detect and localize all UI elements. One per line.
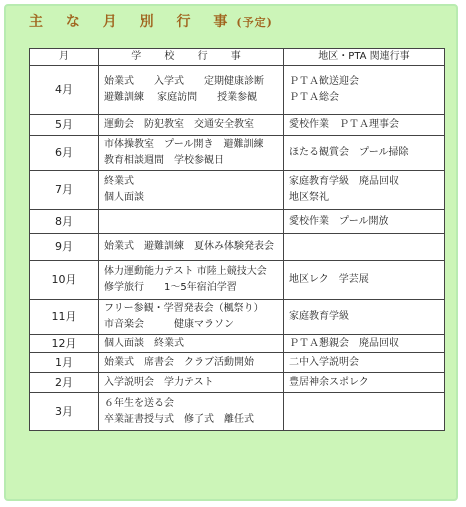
school-events-cell: [99, 300, 284, 335]
area-event-line: ＰＴＡ歓送迎会: [289, 76, 359, 87]
area-event-line: 愛校作業 ＰＴＡ理事会: [289, 119, 399, 130]
school-event-line: 体力運動能力テスト 市陸上競技大会: [104, 266, 267, 277]
month-cell: 12月: [30, 335, 99, 353]
table-row: [30, 210, 445, 234]
month-cell: 7月: [30, 171, 99, 210]
table-row: [30, 373, 445, 393]
header-school: 学 校 行 事: [99, 49, 284, 66]
school-events-cell: [99, 335, 284, 353]
header-area: 地区・PTA 関連行事: [284, 49, 445, 66]
table-row: [30, 261, 445, 300]
school-event-line: 市体操教室 プール開き 避難訓練: [104, 139, 264, 150]
school-events-cell: [99, 373, 284, 393]
area-event-line: 愛校作業 プール開放: [289, 215, 389, 227]
school-event-line: 市音楽会 健康マラソン: [104, 319, 234, 330]
area-events-cell: [284, 353, 445, 373]
area-events-cell: [284, 373, 445, 393]
area-event-line: ＰＴＡ懇親会 廃品回収: [289, 337, 399, 349]
school-event-line: 卒業証書授与式 修了式 離任式: [104, 413, 254, 425]
school-events-cell: [99, 115, 284, 136]
table-row: [30, 171, 445, 210]
school-event-line: 終業式: [104, 176, 134, 187]
area-events-cell: [284, 66, 445, 115]
area-event-line: 二中入学説明会: [289, 356, 359, 368]
area-events-cell: [284, 234, 445, 261]
area-events-cell: [284, 171, 445, 210]
table-row: [30, 353, 445, 373]
school-event-line: 教育相談週間 学校参観日: [104, 155, 224, 166]
title-main: 主 な 月 別 行 事: [29, 14, 237, 30]
area-event-line: ＰＴＡ総会: [289, 92, 339, 103]
school-event-line: 運動会 防犯教室 交通安全教室: [104, 119, 254, 130]
area-events-cell: [284, 393, 445, 431]
school-events-cell: [99, 210, 284, 234]
table-row: [30, 66, 445, 115]
table-row: [30, 300, 445, 335]
school-event-line: 個人面談: [104, 192, 144, 203]
area-event-line: 豊居神余スポレク: [289, 376, 369, 388]
month-cell: 6月: [30, 136, 99, 171]
area-events-cell: [284, 136, 445, 171]
school-events-cell: [99, 234, 284, 261]
table-row: [30, 115, 445, 136]
month-cell: 5月: [30, 115, 99, 136]
school-event-line: 個人面談 終業式: [104, 337, 184, 349]
school-event-line: ６年生を送る会: [104, 397, 174, 409]
school-event-line: 始業式 避難訓練 夏休み体験発表会: [104, 241, 274, 252]
page-title: [29, 11, 273, 31]
school-event-line: 修学旅行 1～5年宿泊学習: [104, 282, 237, 293]
area-event-line: ほたる観賞会 プール掃除: [289, 147, 409, 158]
title-note: (予定): [236, 16, 273, 29]
school-event-line: 始業式 入学式 定期健康診断: [104, 76, 264, 87]
school-events-cell: [99, 66, 284, 115]
table-row: [30, 234, 445, 261]
area-event-line: 家庭教育学級: [289, 311, 349, 322]
area-event-line: 地区祭礼: [289, 192, 329, 203]
area-events-cell: [284, 300, 445, 335]
month-cell: 1月: [30, 353, 99, 373]
header-month: 月: [30, 49, 99, 66]
table-row: [30, 393, 445, 431]
month-cell: 3月: [30, 393, 99, 431]
area-events-cell: [284, 261, 445, 300]
table-header-row: [30, 49, 445, 66]
school-events-cell: [99, 261, 284, 300]
area-events-cell: [284, 115, 445, 136]
school-event-line: フリー参観・学習発表会（楓祭り）: [104, 303, 264, 314]
month-cell: 10月: [30, 261, 99, 300]
school-event-line: 始業式 席書会 クラブ活動開始: [104, 356, 254, 368]
school-events-cell: [99, 171, 284, 210]
month-cell: 4月: [30, 66, 99, 115]
school-events-cell: [99, 393, 284, 431]
month-cell: 9月: [30, 234, 99, 261]
school-event-line: 入学説明会 学力テスト: [104, 376, 214, 388]
school-event-line: 避難訓練 家庭訪問 授業参観: [104, 92, 258, 103]
month-cell: 8月: [30, 210, 99, 234]
events-table: [29, 48, 445, 431]
month-cell: 2月: [30, 373, 99, 393]
area-event-line: 家庭教育学級 廃品回収: [289, 176, 399, 187]
area-event-line: 地区レク 学芸展: [289, 274, 369, 285]
month-cell: 11月: [30, 300, 99, 335]
school-events-cell: [99, 136, 284, 171]
area-events-cell: [284, 210, 445, 234]
school-events-cell: [99, 353, 284, 373]
table-row: [30, 136, 445, 171]
table-row: [30, 335, 445, 353]
area-events-cell: [284, 335, 445, 353]
